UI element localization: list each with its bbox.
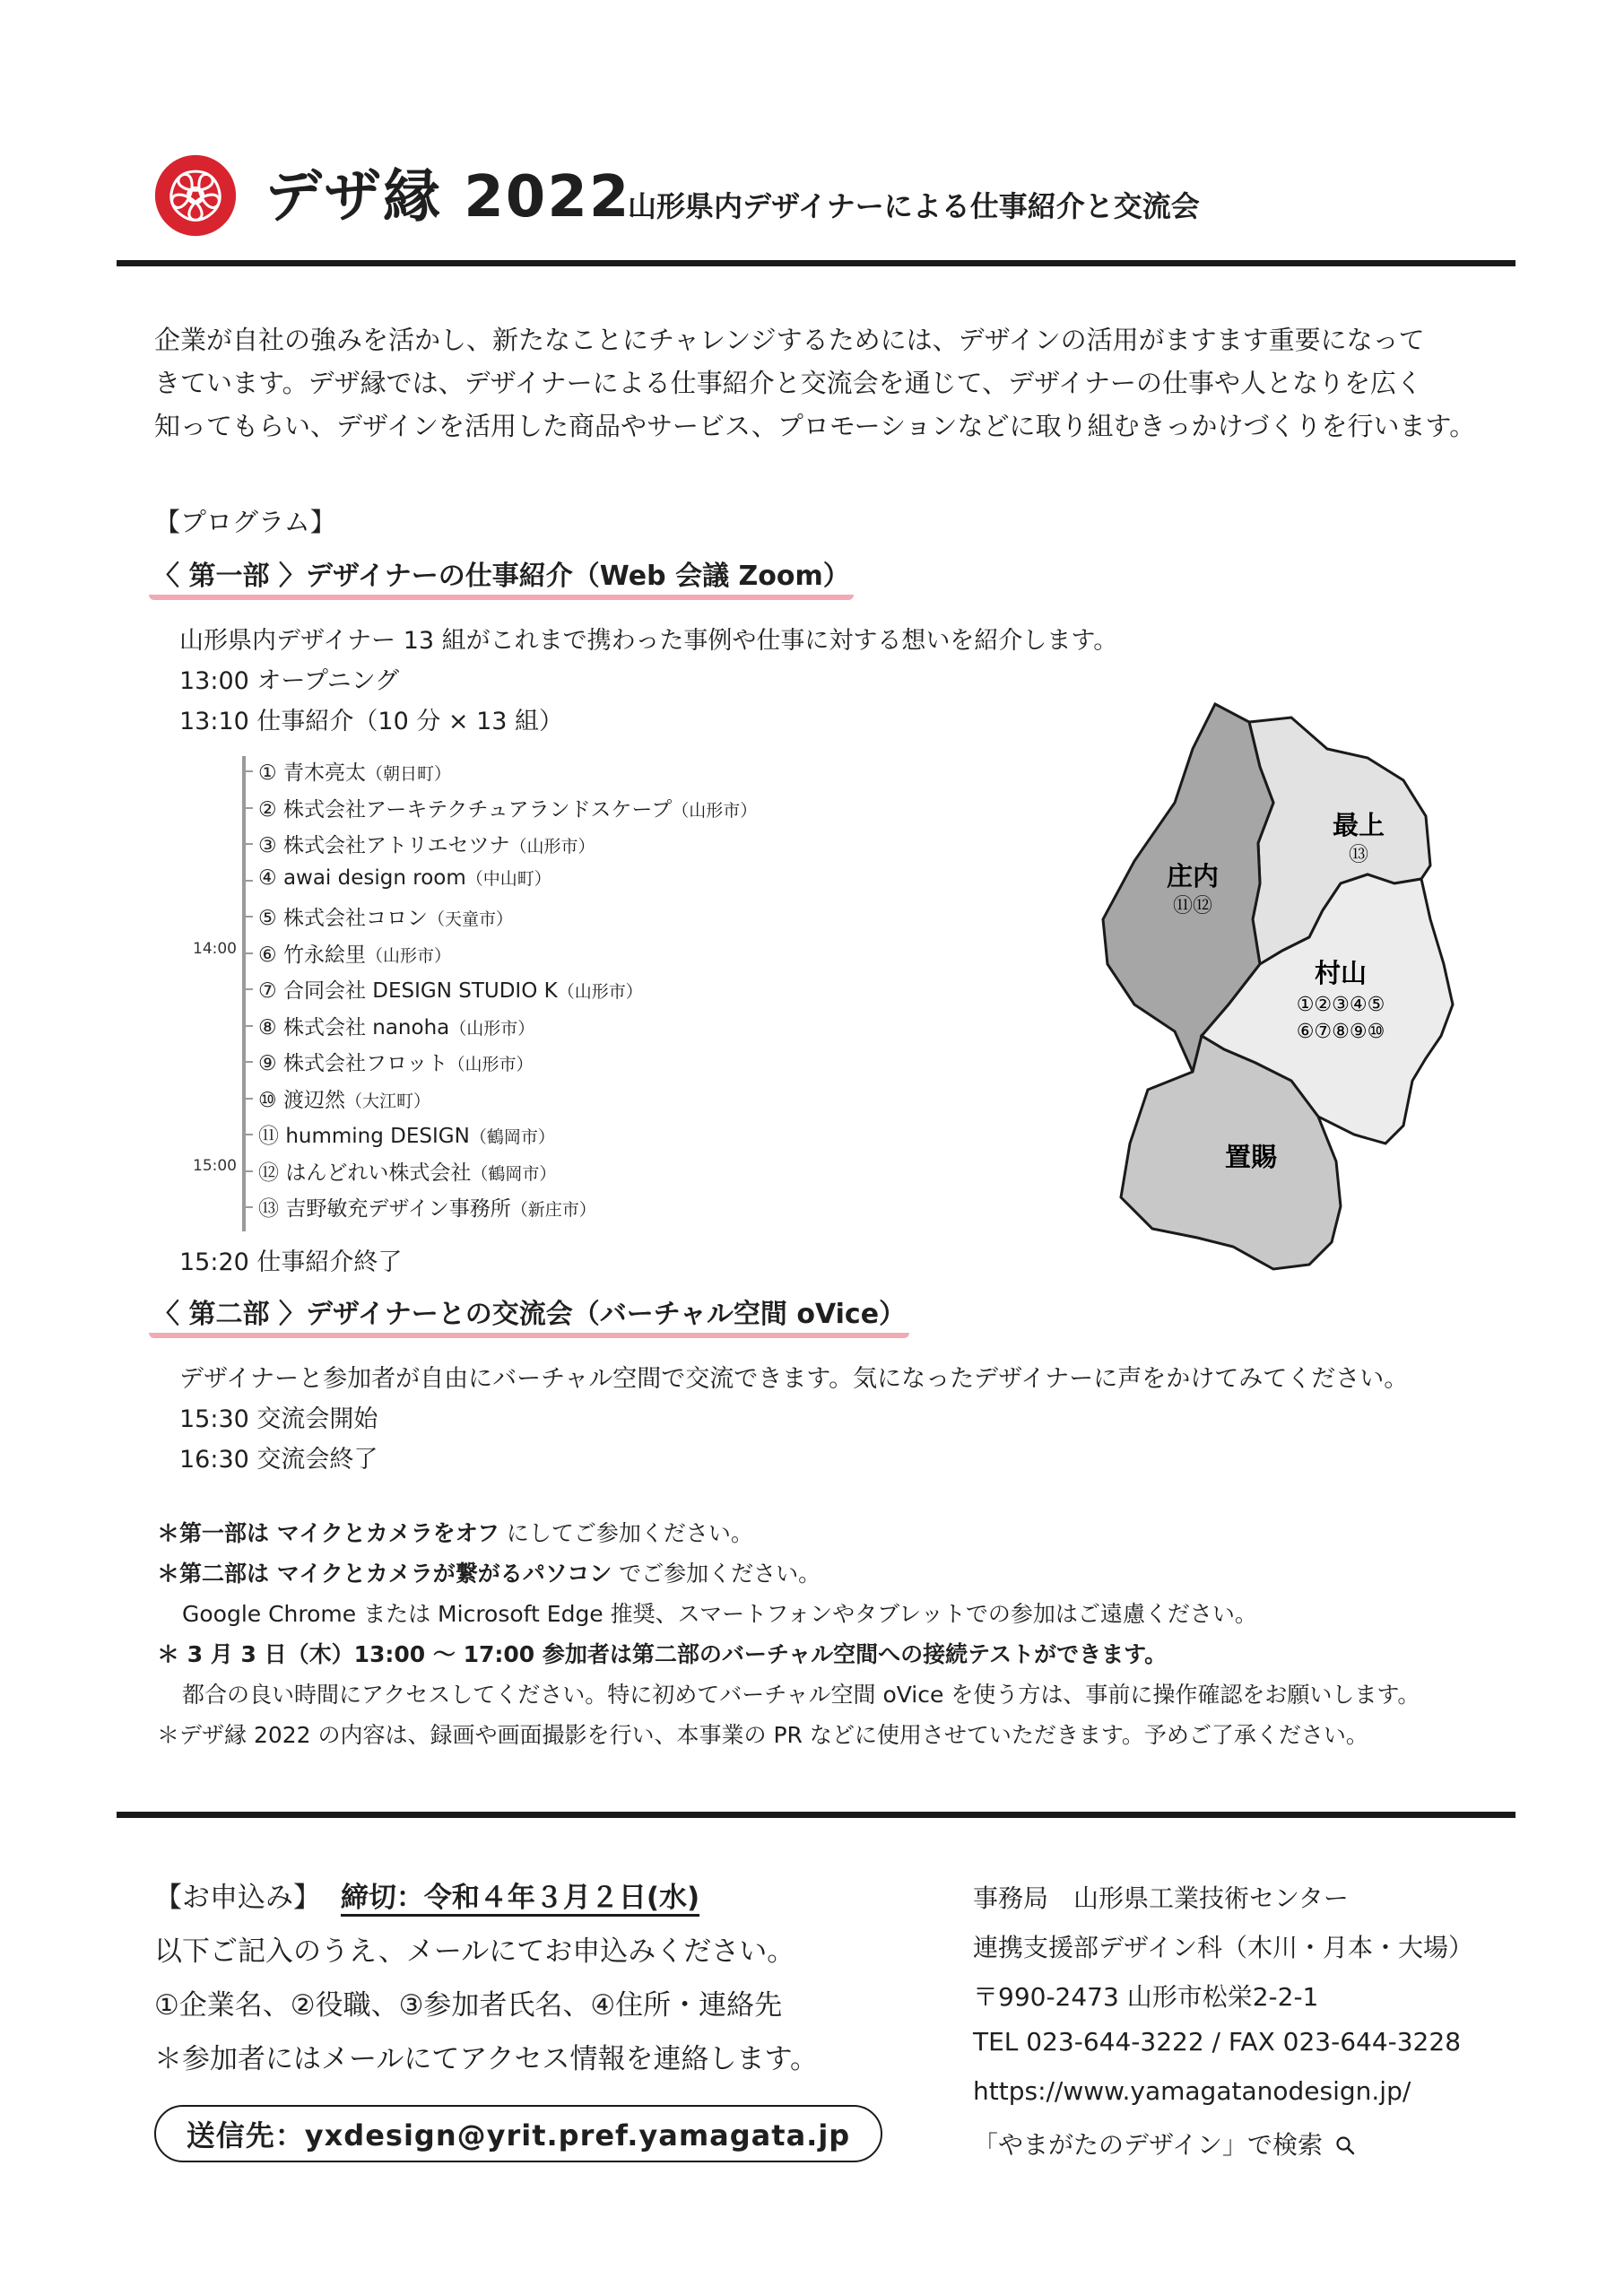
yamagata-region-map [1099, 695, 1484, 1278]
presenter-item [258, 974, 643, 1004]
timeline-time-1500: 15:00 [193, 1157, 237, 1175]
presenter-name: humming DESIGN [285, 1125, 470, 1148]
timeline-tick [242, 770, 253, 772]
office-search-text: 「やまがたのデザイン」で検索 [973, 2130, 1324, 2160]
presenter-location: （山形市） [365, 945, 451, 966]
timeline-tick [242, 1206, 253, 1208]
apply-note: ＊参加者にはメールにてアクセス情報を連絡します。 [154, 2043, 818, 2075]
presenter-item [258, 865, 551, 890]
presenter-location: （朝日町） [365, 764, 451, 784]
page-subtitle: 山形県内デザイナーによる仕事紹介と交流会 [628, 189, 1200, 223]
timeline-tick [242, 952, 253, 954]
note-part1-bold: ＊第一部は マイクとカメラをオフ [157, 1520, 499, 1546]
note-browser: Google Chrome または Microsoft Edge 推奨、スマートフォンやタブレットでの参加はご遠慮ください。 [182, 1601, 1257, 1627]
timeline-tick [242, 1098, 253, 1100]
presenter-item [258, 1156, 556, 1186]
intro-line: 企業が自社の強みを活かし、新たなことにチャレンジするためには、デザインの活用がますます重要になって [154, 325, 1425, 355]
apply-instruction: 以下ご記入のうえ、メールにてお申込みください。 [154, 1935, 795, 1968]
presenter-number: ⑨ [258, 1052, 277, 1075]
presenter-item [258, 1083, 430, 1113]
presenter-location: （大江町） [344, 1091, 430, 1111]
office-department: 連携支援部デザイン科（木川・月本・大場） [973, 1933, 1474, 1962]
logo-circle [155, 155, 236, 236]
search-icon [1334, 2135, 1356, 2156]
intro-time: 13:10 仕事紹介（10 分 × 13 組） [179, 708, 564, 735]
footer-rule [117, 1812, 1515, 1818]
send-to-email[interactable]: 送信先：yxdesign@yrit.pref.yamagata.jp [154, 2105, 882, 2162]
map-label-okitama: 置賜 [1224, 1142, 1278, 1172]
program-label: 【プログラム】 [154, 507, 336, 537]
presenter-item [258, 901, 513, 931]
apply-deadline: 締切：令和４年３月２日(水) [341, 1882, 699, 1917]
presenter-location: （山形市） [672, 800, 758, 821]
map-nums-mogami: ⑬ [1348, 844, 1369, 866]
timeline-time-1400: 14:00 [193, 940, 237, 958]
presenter-location: （鶴岡市） [469, 1127, 555, 1147]
note-access: 都合の良い時間にアクセスしてください。特に初めてバーチャル空間 oVice を使う方は、事前に操作確認をお願いします。 [182, 1682, 1420, 1708]
map-nums-murayama-1: ①②③④⑤ [1296, 994, 1385, 1016]
presenter-number: ⑫ [258, 1161, 279, 1185]
office-address: 〒990-2473 山形市松栄2-2-1 [973, 1982, 1319, 2012]
timeline-tick [242, 880, 253, 882]
presenter-number: ⑧ [258, 1015, 277, 1039]
part2-end-time: 16:30 交流会終了 [179, 1446, 378, 1474]
map-label-murayama: 村山 [1314, 958, 1368, 988]
timeline-tick [242, 843, 253, 845]
presenter-name: 吉野敏充デザイン事務所 [285, 1197, 511, 1221]
apply-label-row [154, 1874, 699, 1915]
presenter-number: ⑪ [258, 1125, 279, 1148]
office-phone-fax: TEL 023-644-3222 / FAX 023-644-3228 [973, 2027, 1462, 2057]
timeline-tick [242, 1170, 253, 1172]
presenter-item [258, 1192, 596, 1222]
presenter-number: ③ [258, 834, 277, 857]
presenter-location: （山形市） [449, 1018, 535, 1039]
timeline-tick [242, 807, 253, 809]
note-part2 [157, 1556, 821, 1588]
map-label-mogami: 最上 [1332, 810, 1385, 840]
timeline-line [242, 756, 246, 1231]
note-part2-bold: ＊第二部は マイクとカメラが繋がるパソコン [157, 1561, 612, 1587]
presenter-location: （新庄市） [510, 1200, 596, 1220]
apply-fields: ①企業名、②役職、③参加者氏名、④住所・連絡先 [154, 1989, 783, 2022]
presenter-name: 竹永絵里 [282, 943, 366, 967]
note-part1 [157, 1516, 753, 1548]
presenter-item [258, 1119, 555, 1149]
part1-end-time: 15:20 仕事紹介終了 [179, 1248, 403, 1276]
presenter-location: （鶴岡市） [471, 1163, 557, 1184]
timeline-tick [242, 916, 253, 918]
presenter-item [258, 1011, 534, 1040]
presenter-location: （中山町） [465, 868, 551, 889]
intro-line: 知ってもらい、デザインを活用した商品やサービス、プロモーションなどに取り組むきっかけづくりを行います。 [154, 411, 1476, 441]
presenter-location: （山形市） [509, 837, 595, 857]
presenter-item [258, 829, 595, 858]
presenter-number: ② [258, 797, 277, 822]
presenter-name: 株式会社アトリエセツナ [282, 834, 510, 857]
presenter-number: ⑥ [258, 943, 277, 967]
presenter-number: ④ [258, 865, 277, 890]
map-nums-murayama-2: ⑥⑦⑧⑨⑩ [1296, 1021, 1385, 1043]
presenter-number: ⑦ [258, 979, 277, 1003]
note-part2-rest: でご参加ください。 [612, 1561, 821, 1587]
note-test-connection: ＊ 3 月 3 日（木）13:00 〜 17:00 参加者は第二部のバーチャル空間への接続テストができます。 [157, 1641, 1168, 1667]
presenter-number: ⑤ [258, 907, 277, 930]
presenter-name: 合同会社 DESIGN STUDIO K [282, 979, 558, 1003]
header-rule [117, 260, 1515, 266]
apply-label: 【お申込み】 [154, 1882, 321, 1914]
map-nums-shonai: ⑪⑫ [1172, 895, 1213, 918]
presenter-location: （山形市） [557, 982, 643, 1002]
presenter-location: （天童市） [427, 909, 513, 929]
part2-description: デザイナーと参加者が自由にバーチャル空間で交流できます。気になったデザイナーに声をかけてみてください。 [179, 1365, 1409, 1393]
note-recording: ＊デザ縁 2022 の内容は、録画や画面撮影を行い、本事業の PR などに使用させていただきます。予めご了承ください。 [157, 1722, 1368, 1748]
presenter-name: 株式会社 nanoha [282, 1015, 450, 1039]
intro-paragraph [154, 318, 1499, 448]
part1-description: 山形県内デザイナー 13 組がこれまで携わった事例や仕事に対する想いを紹介します。 [179, 627, 1118, 655]
timeline-tick [242, 1025, 253, 1027]
timeline-tick [242, 988, 253, 990]
presenter-number: ⑬ [258, 1197, 279, 1221]
presenter-item [258, 756, 451, 786]
presenter-location: （山形市） [447, 1055, 534, 1074]
presenter-item [258, 938, 451, 968]
presenter-item [258, 1047, 534, 1076]
presenter-name: awai design room [282, 865, 466, 890]
presenter-name: 株式会社コロン [282, 907, 428, 930]
presenter-name: 株式会社フロット [282, 1052, 448, 1075]
office-search-hint [973, 2126, 1356, 2161]
part1-heading: 〈 第一部 〉デザイナーの仕事紹介（Web 会議 Zoom） [149, 553, 854, 600]
map-label-shonai: 庄内 [1166, 861, 1220, 891]
presenter-name: 渡辺然 [282, 1088, 345, 1112]
part2-heading: 〈 第二部 〉デザイナーとの交流会（バーチャル空間 oVice） [149, 1292, 909, 1338]
presenter-name: 青木亮太 [282, 761, 366, 785]
part2-start-time: 15:30 交流会開始 [179, 1405, 378, 1433]
office-website[interactable]: https://www.yamagatanodesign.jp/ [973, 2076, 1411, 2106]
timeline-tick [242, 1134, 253, 1135]
presenter-number: ① [258, 761, 277, 785]
note-part1-rest: にしてご参加ください。 [499, 1520, 753, 1546]
mizuhiki-logo [152, 152, 239, 239]
presenter-number: ⑩ [258, 1088, 277, 1112]
page-title: デザ縁 2022 [265, 164, 631, 230]
intro-line: きています。デザ縁では、デザイナーによる仕事紹介と交流会を通じて、デザイナーの仕事や人となりを広く [154, 368, 1423, 398]
opening-time: 13:00 オープニング [179, 667, 400, 695]
office-name: 事務局 山形県工業技術センター [973, 1883, 1349, 1913]
timeline-tick [242, 1061, 253, 1063]
presenter-name: 株式会社アーキテクチュアランドスケープ [282, 797, 673, 822]
presenter-name: はんどれい株式会社 [285, 1161, 472, 1185]
presenter-item [258, 793, 757, 822]
